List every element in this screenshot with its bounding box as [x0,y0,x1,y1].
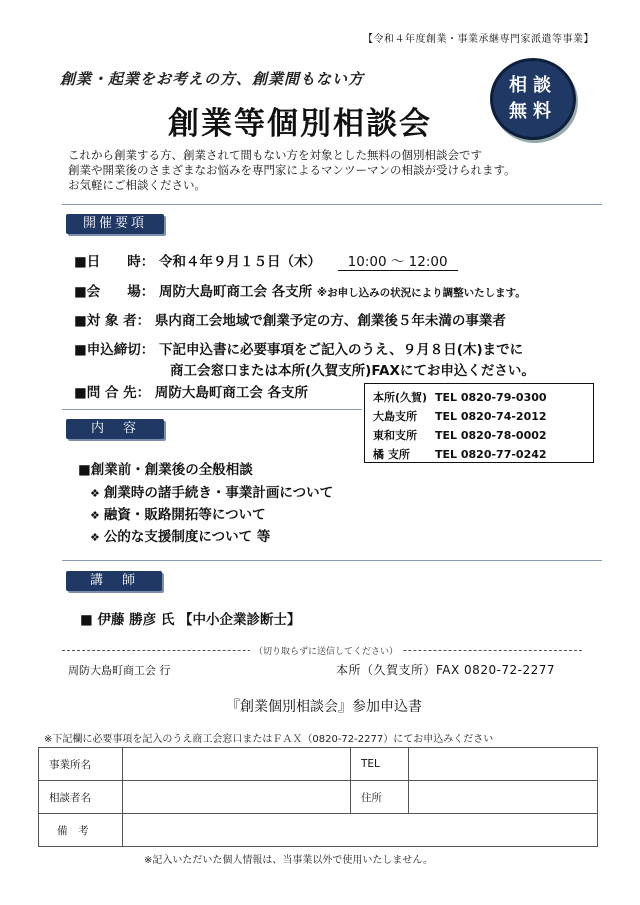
subtitle: 創業・起業をお考えの方、創業間もない方 [60,70,365,88]
contact-value: 周防大島町商工会 各支所 [154,385,309,401]
cut-label: （切り取らずに送信してください） [250,644,402,657]
intro-line3: お気軽にご相談ください。 [68,178,206,192]
section-content: 内 容 [66,419,164,439]
field-label: 住所 [351,781,409,814]
venue-value: 周防大島町商工会 各支所 [158,284,313,300]
office-tel: TEL 0820-79-0300 [435,391,547,404]
remarks-input[interactable] [123,814,598,847]
target-label: ■対 象 者： [74,313,151,329]
fax-number: 本所（久賀支所）FAX 0820-72-2277 [336,663,556,677]
sub-item-text: 創業時の諸手続き・事業計画について [103,485,334,501]
program-tag: 【令和４年度創業・事業承継専門家派遣等事業】 [363,34,594,45]
target-value: 県内商工会地域で創業予定の方、創業後５年未満の事業者 [154,313,506,329]
sub-item-text: 融資・販路開拓等について [103,507,266,523]
diamond-bullet-icon: ❖ [90,531,100,544]
date-label: ■日 時： [74,254,155,270]
contact-row [373,426,593,445]
contact-row [373,445,593,464]
privacy-note: ※記入いただいた個人情報は、当事業以外で使用いたしません。 [144,855,433,866]
deadline-value1: 下記申込書に必要事項をご記入のうえ、９月８日(木)までに [158,342,524,358]
diamond-bullet-icon: ❖ [90,487,100,500]
application-form [38,747,598,847]
office-name: 橘 支所 [373,448,410,461]
tel-input[interactable] [409,748,598,781]
row-deadline [74,338,523,358]
divider [62,560,602,561]
office-tel: TEL 0820-78-0002 [435,429,547,442]
badge-line1: 相談 [509,75,557,96]
form-title: 『創業個別相談会』参加申込書 [226,699,422,715]
intro-text [68,148,516,193]
badge-line2: 無料 [509,101,557,122]
office-tel: TEL 0820-74-2012 [435,410,547,423]
diamond-bullet-icon: ❖ [90,509,100,522]
field-label: TEL [351,748,409,781]
deadline-label: ■申込締切： [74,342,155,358]
addressee: 周防大島町商工会 行 [68,664,171,677]
sub-item-text: 公的な支援制度について 等 [103,529,271,545]
page-title: 創業等個別相談会 [168,106,432,142]
venue-label: ■会 場： [74,284,155,300]
section-instructor: 講 師 [66,571,162,591]
row-target [74,309,506,329]
divider [62,204,602,205]
contact-row [373,388,593,407]
consultant-name-input[interactable] [123,781,351,814]
office-name: 本所(久賀) [373,391,428,404]
field-label: 備 考 [39,814,123,847]
free-consultation-badge [490,58,576,140]
table-row [39,781,598,814]
address-input[interactable] [409,781,598,814]
office-name: 東和支所 [373,429,417,442]
section-overview: 開催要項 [66,214,164,234]
table-row [39,814,598,847]
row-date [74,250,458,271]
field-label: 相談者名 [39,781,123,814]
venue-note: ※お申し込みの状況により調整いたします。 [316,287,526,299]
deadline-value2: 商工会窓口または本所(久賀支所)FAXにてお申込ください。 [170,363,535,379]
field-label: 事業所名 [39,748,123,781]
contact-label: ■問 合 先： [74,385,151,401]
intro-line1: これから創業する方、創業されて間もない方を対象とした無料の個別相談会です [68,148,482,162]
row-venue [74,280,526,300]
content-sub-item [90,481,333,501]
form-instruction: ※下記欄に必要事項を記入のうえ商工会窓口またはＦＡＸ（0820-72-2277）にてお申込みください [44,734,494,745]
row-contact [74,381,308,401]
time-value: 10:00 ～ 12:00 [338,250,458,271]
content-main-item: ■創業前・創業後の全般相談 [78,462,253,478]
office-name: 大島支所 [373,410,417,423]
contact-row [373,407,593,426]
date-value: 令和４年９月１５日（木） [158,254,321,270]
contact-box [364,383,594,463]
intro-line2: 創業や開業後のさまざまなお悩みを専門家によるマンツーマンの相談が受けられます。 [68,163,516,177]
instructor-name: ■ 伊藤 勝彦 氏 【中小企業診断士】 [80,612,301,628]
content-sub-item [90,503,266,523]
table-row [39,748,598,781]
business-name-input[interactable] [123,748,351,781]
divider [62,409,362,410]
office-tel: TEL 0820-77-0242 [435,448,547,461]
content-sub-item [90,525,270,545]
